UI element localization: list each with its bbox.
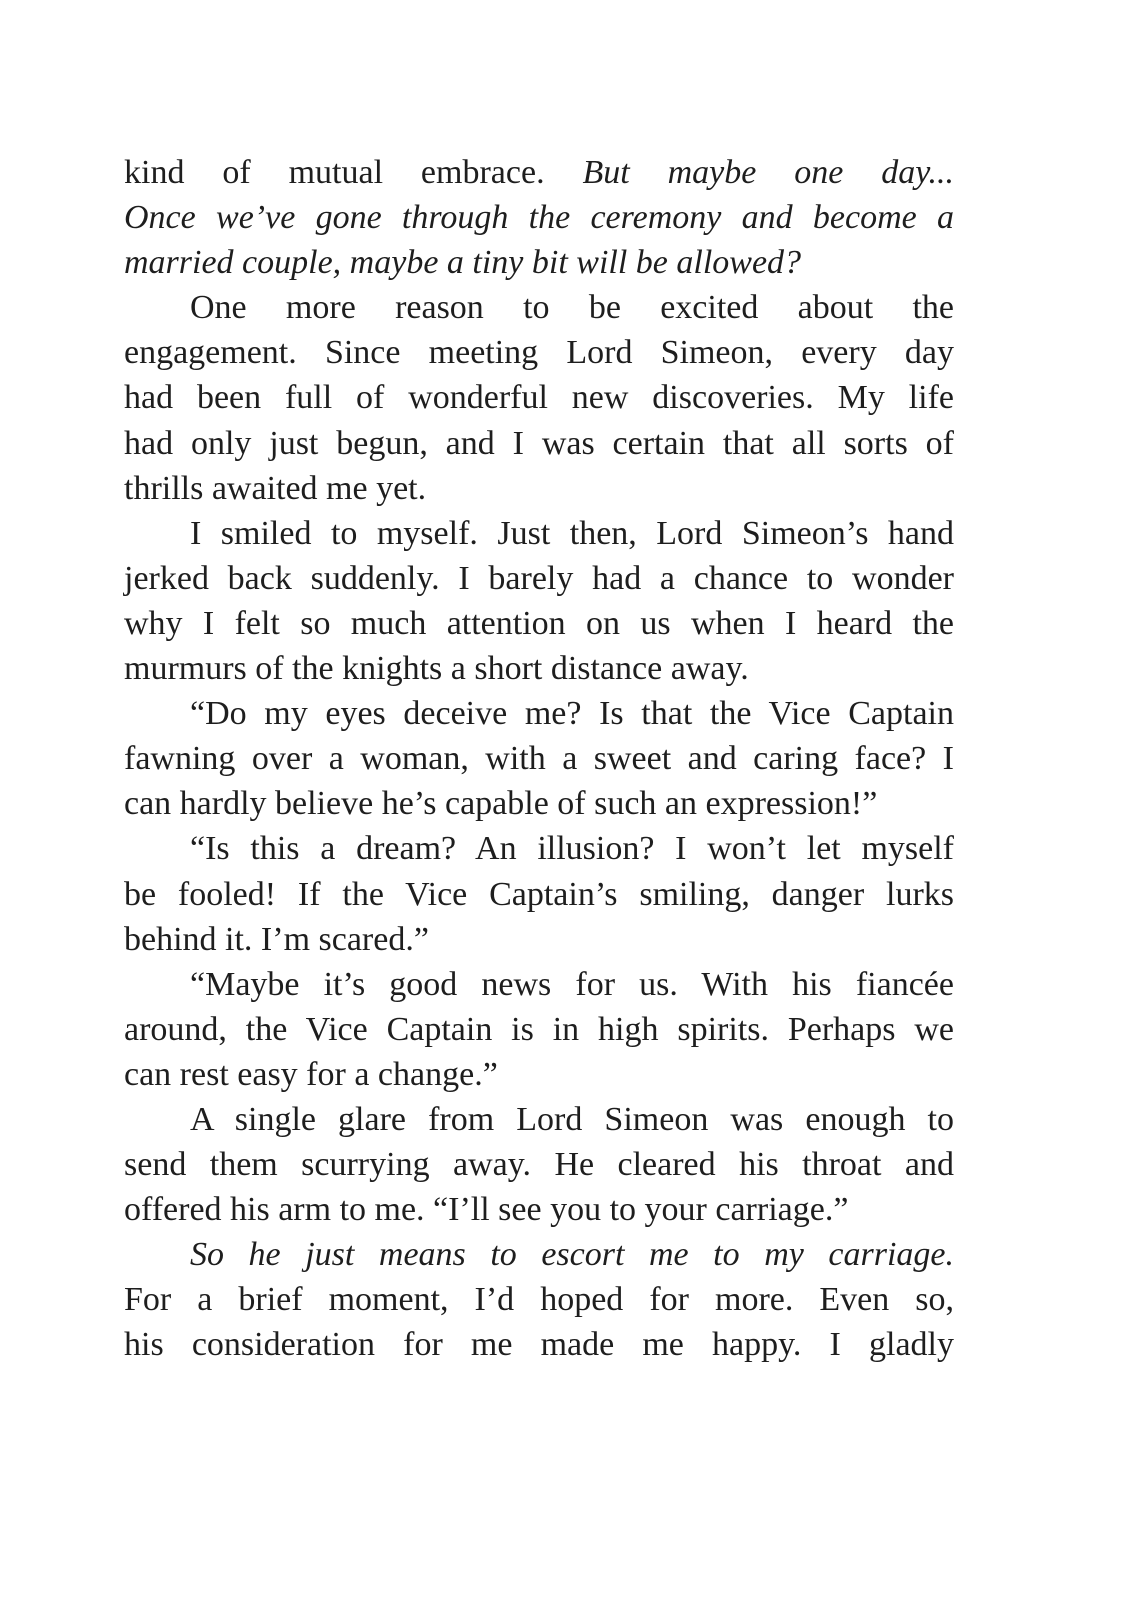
text-line: A single glare from Lord Simeon was enough to (190, 1100, 954, 1138)
text-line: Once we’ve gone through the ceremony and become a (124, 199, 954, 237)
text-line: “Maybe it’s good news for us. With his fiancée (190, 965, 954, 1003)
text-line: can rest easy for a change.” (124, 1055, 498, 1093)
text-line: married couple, maybe a tiny bit will be allowed? (124, 244, 802, 282)
text-line: around, the Vice Captain is in high spirits. Perhaps we (124, 1010, 954, 1048)
text-line: thrills awaited me yet. (124, 469, 427, 507)
text-line: engagement. Since meeting Lord Simeon, every day (124, 334, 954, 372)
text-line: kind of mutual embrace. But maybe one day... (124, 154, 954, 191)
text-line: why I felt so much attention on us when I heard the (124, 604, 954, 642)
text-line: For a brief moment, I’d hoped for more. Even so, (124, 1281, 954, 1319)
text-line: “Do my eyes deceive me? Is that the Vice Captain (190, 695, 954, 733)
text-line: had been full of wonderful new discoveries. My life (124, 379, 954, 417)
text-line: So he just means to escort me to my carriage. (190, 1236, 954, 1274)
book-page-text (124, 150, 954, 1368)
text-line: “Is this a dream? An illusion? I won’t let myself (190, 830, 954, 868)
text-line: One more reason to be excited about the (190, 289, 954, 327)
text-line: can hardly believe he’s capable of such an expression!” (124, 785, 878, 823)
text-line: behind it. I’m scared.” (124, 920, 429, 958)
text-line: had only just begun, and I was certain that all sorts of (124, 424, 954, 462)
text-line: murmurs of the knights a short distance away. (124, 650, 749, 688)
text-line: I smiled to myself. Just then, Lord Simeon’s hand (190, 514, 954, 552)
text-line: be fooled! If the Vice Captain’s smiling, danger lurks (124, 875, 954, 913)
text-line: offered his arm to me. “I’ll see you to your carriage.” (124, 1191, 849, 1229)
text-line: jerked back suddenly. I barely had a chance to wonder (124, 559, 954, 597)
text-line: send them scurrying away. He cleared his throat and (124, 1146, 954, 1184)
text-line: fawning over a woman, with a sweet and caring face? I (124, 740, 954, 778)
text-line: his consideration for me made me happy. I gladly (124, 1326, 954, 1364)
